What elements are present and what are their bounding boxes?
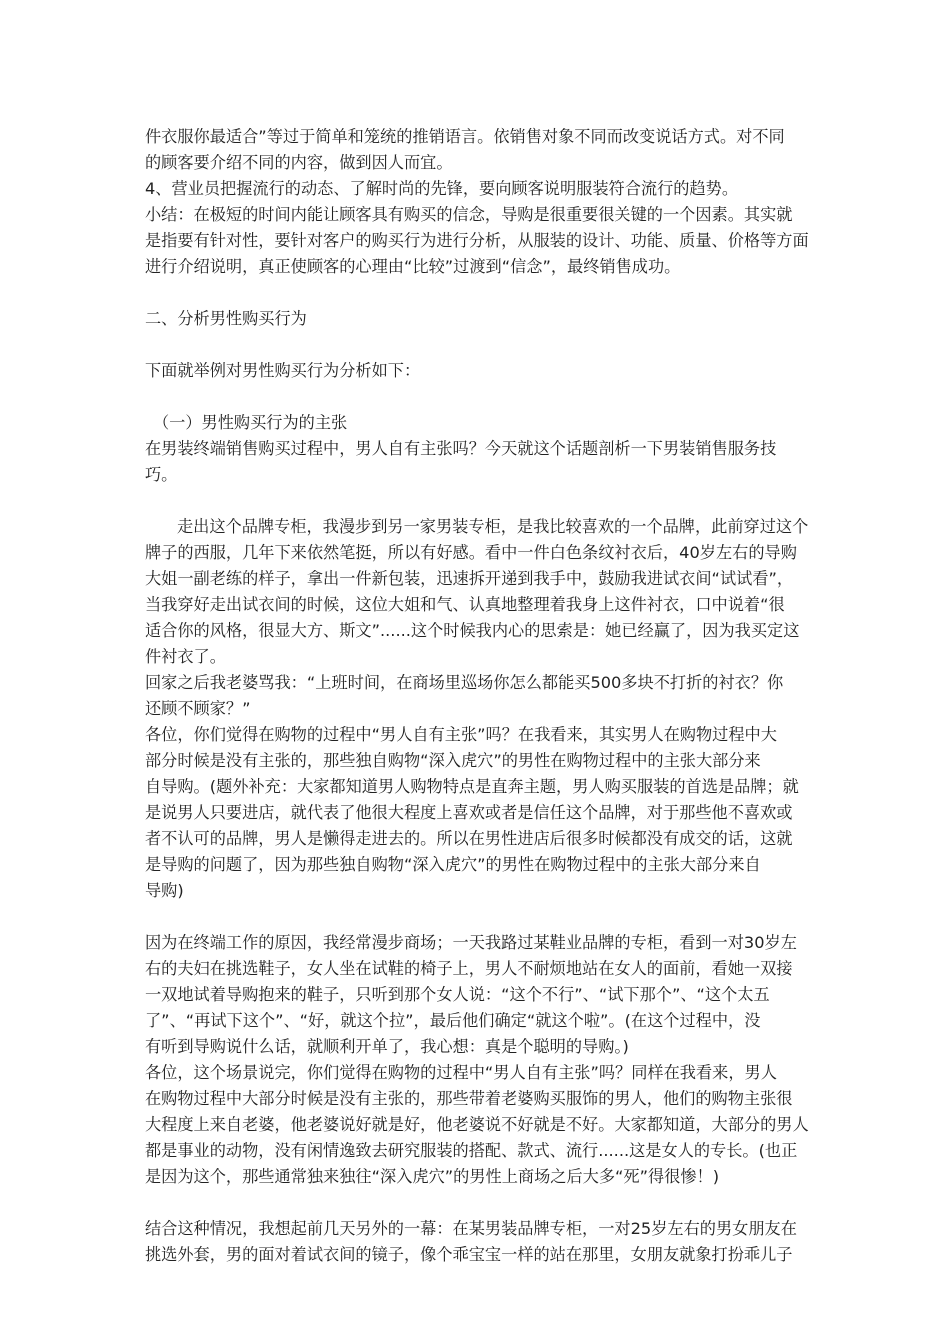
text-line: 在购物过程中大部分时候是没有主张的，那些带着老婆购买服饰的男人，他们的购物主张很	[145, 1089, 793, 1108]
text-line: 牌子的西服，几年下来依然笔挺，所以有好感。看中一件白色条纹衬衣后，40岁左右的导购	[145, 543, 797, 562]
text-line: 二、分析男性购买行为	[145, 309, 307, 328]
text-line: 自导购。(题外补充：大家都知道男人购物特点是直奔主题，男人购买服装的首选是品牌；就	[145, 777, 799, 796]
text-line: 件衣服你最适合”等过于简单和笼统的推销语言。依销售对象不同而改变说话方式。对不同	[145, 127, 785, 146]
text-line: 在男装终端销售购买过程中，男人自有主张吗？今天就这个话题剖析一下男装销售服务技	[145, 439, 777, 458]
text-line: 走出这个品牌专柜，我漫步到另一家男装专柜，是我比较喜欢的一个品牌，此前穿过这个	[177, 517, 809, 536]
text-line: 还顾不顾家？”	[145, 699, 251, 718]
text-line: 巧。	[145, 465, 178, 484]
paragraph-gap	[145, 332, 810, 358]
text-line: 者不认可的品牌，男人是懒得走进去的。所以在男性进店后很多时候都没有成交的话，这就	[145, 829, 793, 848]
text-line: 是指要有针对性，要针对客户的购买行为进行分析，从服装的设计、功能、质量、价格等方面	[145, 231, 809, 250]
text-line: 进行介绍说明，真正使顾客的心理由“比较”过渡到“信念”，最终销售成功。	[145, 257, 681, 276]
text-line: 各位，这个场景说完，你们觉得在购物的过程中“男人自有主张”吗？同样在我看来，男人	[145, 1063, 777, 1082]
text-line: 大姐一副老练的样子，拿出一件新包装，迅速拆开递到我手中，鼓励我进试衣间“试试看”，	[145, 569, 794, 588]
paragraph-gap	[145, 280, 810, 306]
text-line: 大程度上来自老婆，他老婆说好就是好，他老婆说不好就是不好。大家都知道，大部分的男人	[145, 1115, 809, 1134]
text-line: 因为在终端工作的原因，我经常漫步商场；一天我路过某鞋业品牌的专柜，看到一对30岁左	[145, 933, 797, 952]
text-line: 回家之后我老婆骂我：“上班时间，在商场里巡场你怎么都能买500多块不打折的衬衣？你	[145, 673, 784, 692]
text-line: （一）男性购买行为的主张	[153, 413, 348, 432]
text-line: 导购)	[145, 881, 184, 900]
text-line: 了”、“再试下这个”、“好，就这个拉”，最后他们确定“就这个啦”。(在这个过程中，没	[145, 1011, 761, 1030]
text-line: 是说男人只要进店，就代表了他很大程度上喜欢或者是信任这个品牌，对于那些他不喜欢或	[145, 803, 793, 822]
text-line: 都是事业的动物，没有闲情逸致去研究服装的搭配、款式、流行......这是女人的专长。(也正	[145, 1141, 798, 1160]
text-line: 右的夫妇在挑选鞋子，女人坐在试鞋的椅子上，男人不耐烦地站在女人的面前，看她一双接	[145, 959, 793, 978]
text-line: 是导购的问题了，因为那些独自购物“深入虎穴”的男性在购物过程中的主张大部分来自	[145, 855, 761, 874]
paragraph-gap	[145, 384, 810, 410]
text-line: 结合这种情况，我想起前几天另外的一幕：在某男装品牌专柜，一对25岁左右的男女朋友在	[145, 1219, 797, 1238]
text-line: 部分时候是没有主张的，那些独自购物“深入虎穴”的男性在购物过程中的主张大部分来	[145, 751, 761, 770]
text-line: 件衬衣了。	[145, 647, 226, 666]
text-line: 当我穿好走出试衣间的时候，这位大姐和气、认真地整理着我身上这件衬衣，口中说着“很	[145, 595, 785, 614]
text-line: 适合你的风格，很显大方、斯文”......这个时候我内心的思索是：她已经赢了，因为我买定这	[145, 621, 800, 640]
text-line: 有听到导购说什么话，就顺利开单了，我心想：真是个聪明的导购。)	[145, 1037, 629, 1056]
text-line: 各位，你们觉得在购物的过程中“男人自有主张”吗？在我看来，其实男人在购物过程中大	[145, 725, 777, 744]
text-line: 的顾客要介绍不同的内容，做到因人而宜。	[145, 153, 453, 172]
text-line: 是因为这个，那些通常独来独往“深入虎穴”的男性上商场之后大多“死”得很惨！)	[145, 1167, 720, 1186]
text-line: 下面就举例对男性购买行为分析如下：	[145, 361, 421, 380]
document-page	[145, 124, 810, 1268]
paragraph-gap	[145, 1190, 810, 1216]
text-line: 一双地试着导购抱来的鞋子，只听到那个女人说：“这个不行”、“试下那个”、“这个太五	[145, 985, 770, 1004]
text-line: 挑选外套，男的面对着试衣间的镜子，像个乖宝宝一样的站在那里，女朋友就象打扮乖儿子	[145, 1245, 793, 1264]
text-line: 小结：在极短的时间内能让顾客具有购买的信念，导购是很重要很关键的一个因素。其实就	[145, 205, 793, 224]
paragraph-gap	[145, 904, 810, 930]
text-line: 4、营业员把握流行的动态、了解时尚的先锋，要向顾客说明服装符合流行的趋势。	[145, 179, 739, 198]
paragraph-gap	[145, 488, 810, 514]
